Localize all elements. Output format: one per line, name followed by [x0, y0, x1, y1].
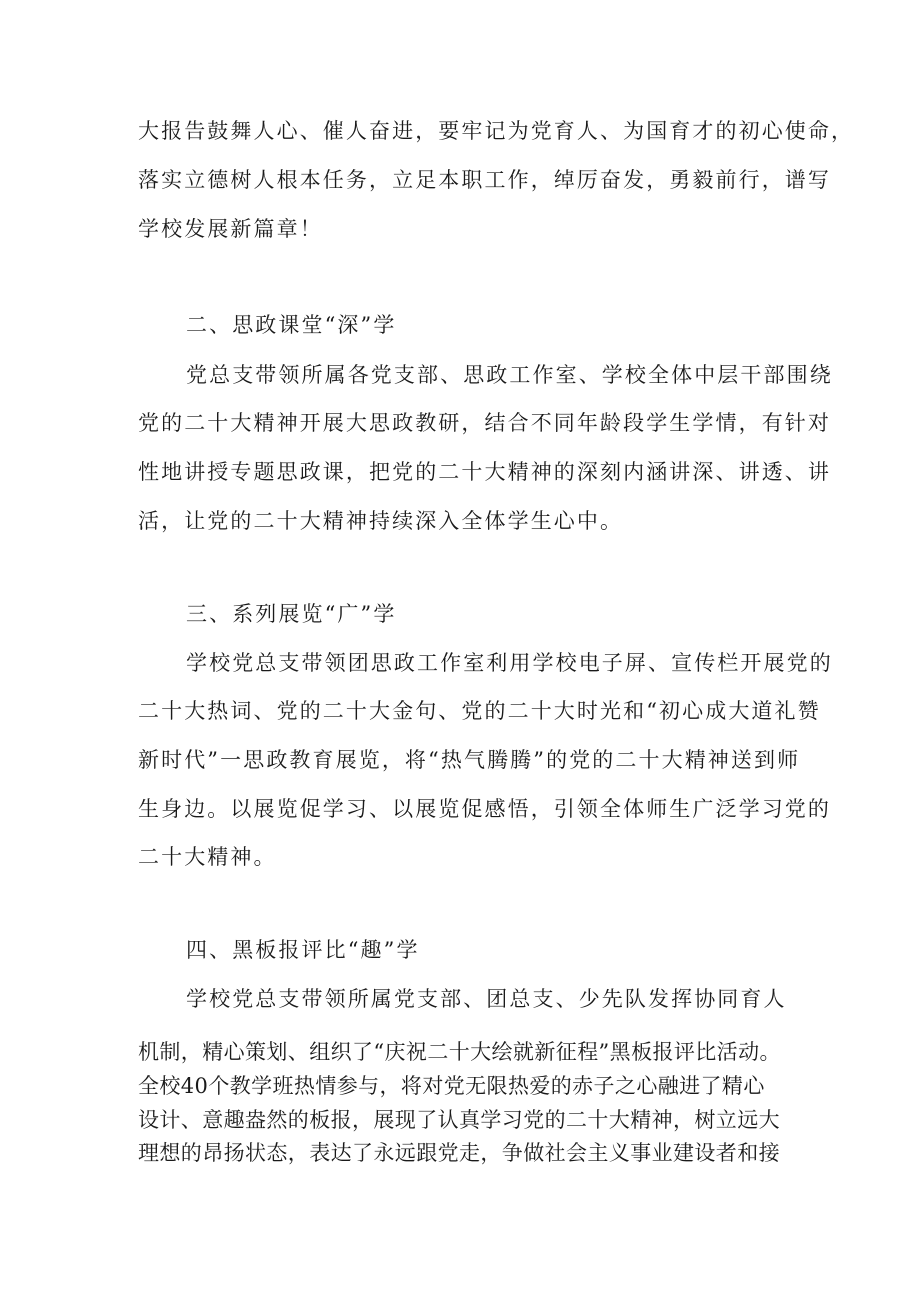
section-2-line-2: 党的二十大精神开展大思政教研，结合不同年龄段学生学情，有针对 [138, 411, 831, 435]
section-2-line-1: 党总支带领所属各党支部、思政工作室、学校全体中层干部围绕 [186, 363, 833, 387]
section-2-heading: 二、思政课堂“深”学 [186, 313, 397, 337]
section-3-line-4: 生身边。以展览促学习、以展览促感悟，引领全体师生广泛学习党的 [138, 797, 831, 821]
section-4-line-1: 学校党总支带领所属党支部、团总支、少先队发挥协同育人 [186, 987, 787, 1011]
section-2-line-3: 性地讲授专题思政课，把党的二十大精神的深刻内涵讲深、讲透、讲 [138, 460, 831, 484]
section-2-line-4: 活，让党的二十大精神持续深入全体学生心中。 [138, 509, 624, 533]
intro-line-3: 学校发展新篇章！ [138, 217, 323, 241]
section-3-line-1: 学校党总支带领团思政工作室利用学校电子屏、宣传栏开展党的 [186, 651, 833, 675]
section-4-line-2: 机制，精心策划、组织了“庆祝二十大绘就新征程”黑板报评比活动。 [138, 1040, 781, 1064]
section-3-line-2: 二十大热词、党的二十大金句、党的二十大时光和“初心成大道礼赞 [138, 699, 821, 723]
intro-line-1: 大报告鼓舞人心、催人奋进，要牢记为党育人、为国育才的初心使命， [138, 119, 855, 143]
section-4-line-5: 理想的昂扬状态，表达了永远跟党走，争做社会主义事业建设者和接 [138, 1141, 780, 1165]
section-4-line-3: 全校40个教学班热情参与，将对党无限热爱的赤子之心融进了精心 [138, 1074, 765, 1098]
section-3-heading: 三、系列展览“广”学 [186, 602, 397, 626]
section-3-line-5: 二十大精神。 [138, 845, 277, 869]
section-3-line-3: 新时代”一思政教育展览，将“热气腾腾”的党的二十大精神送到师 [138, 748, 801, 772]
section-4-heading: 四、黑板报评比“趣”学 [186, 938, 420, 962]
section-4-line-4: 设计、意趣盎然的板报，展现了认真学习党的二十大精神，树立远大 [138, 1108, 780, 1132]
intro-line-2: 落实立德树人根本任务，立足本职工作，绰厉奋发，勇毅前行，谱写 [138, 168, 831, 192]
